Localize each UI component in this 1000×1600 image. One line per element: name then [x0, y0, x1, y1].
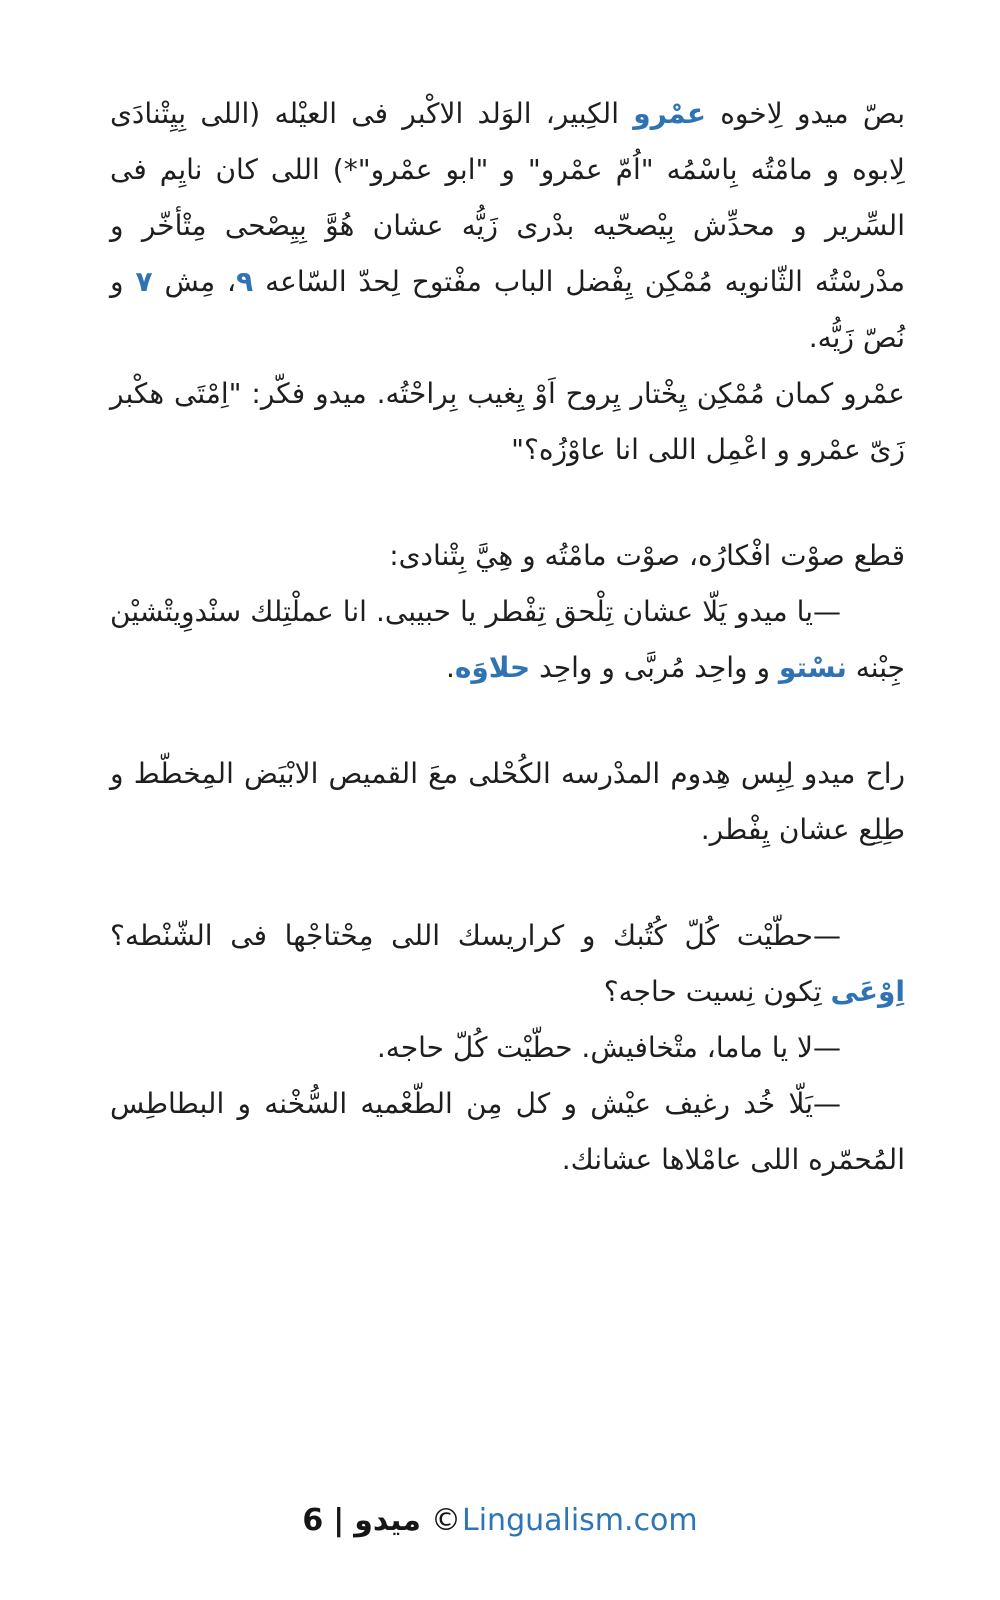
story-paragraph [110, 86, 905, 366]
text-run: بصّ ميدو لِاخوه [705, 97, 905, 130]
vocabulary-highlight: نسْتو [778, 651, 847, 684]
text-run: —يَلّا خُد رغيف عيْش و كل مِن الطّعْميه السُّخْنه و البطاطِس المُحمّره اللى عامْلاها عشانك. [110, 1087, 905, 1176]
paragraph-block [110, 746, 905, 858]
dialogue-paragraph [110, 584, 905, 696]
text-run: —حطّيْت كُلّ كُتُبك و كراريسك اللى مِحْتاجْها فى الشّنْطه؟ [110, 919, 841, 952]
text-run: —لا يا ماما، متْخافيش. حطّيْت كُلّ حاجه. [376, 1031, 841, 1064]
vocabulary-highlight: عمْرو [633, 97, 706, 130]
story-paragraph [110, 366, 905, 478]
story-paragraph [110, 746, 905, 858]
text-run: راح ميدو لِبِس هِدوم المدْرسه الكُحْلى معَ القميص الابْيَض المِخطّط و طِلِع عشان يِفْطر. [110, 757, 905, 846]
text-run: عمْرو كمان مُمْكِن يِخْتار يِروح اَوْ يِغيب بِراحْتُه. ميدو فكّر: "اِمْتَى هكْبر زَىّ عمْرو و اعْمِل اللى انا عاوْزُه؟" [110, 377, 905, 466]
dialogue-paragraph [110, 908, 905, 1020]
story-text [110, 86, 905, 1188]
page-footer [0, 1503, 1000, 1538]
paragraph-block [110, 528, 905, 696]
paragraph-block [110, 86, 905, 478]
text-run: . [445, 651, 455, 684]
page-number: 6 [302, 1503, 324, 1538]
text-run: و واحِد مُربَّى و واحِد [530, 651, 779, 684]
story-paragraph [110, 528, 905, 584]
vocabulary-highlight: اِوْعَى [830, 975, 905, 1008]
text-run: ، مِش [152, 265, 237, 298]
copyright-group [431, 1503, 698, 1538]
text-run: —يا ميدو يَلّا عشان تِلْحق تِفْطر يا حبيبى. انا عملْتِلك سنْدوِيتْشيْن جِبْنه [110, 595, 905, 684]
dialogue-paragraph [110, 1076, 905, 1188]
text-run: تِكون نِسيت حاجه؟ [603, 975, 831, 1008]
footer-separator: | [333, 1503, 345, 1538]
text-run: قطع صوْت افْكارُه، صوْت مامْتُه و هِيَّ بِتْنادى: [389, 539, 905, 572]
vocabulary-highlight: ٧ [135, 265, 153, 298]
vocabulary-highlight: حلاوَه [454, 651, 531, 684]
paragraph-block [110, 908, 905, 1188]
vocabulary-highlight: ٩ [236, 265, 254, 298]
text-run: و نُصّ زَيُّه. [110, 265, 905, 354]
dialogue-paragraph [110, 1020, 905, 1076]
text-run: الكِبير، الوَلد الاكْبر فى العيْله (اللى بِيِتْنادَى لِابوه و مامْتُه بِاسْمُه "اُمّ عمْرو" و "ابو عمْرو"*) اللى كان نايِم فى السِّرير و محدِّش بِيْصحّيه بدْرى زَيُّه عشان هُوَّ بِيِصْحى مِتْأخّر و مدْرسْتُه الثّانويه مُمْكِن يِفْضل الباب مفْتوح لِحدّ السّاعه [110, 97, 905, 298]
book-title: ميدو [354, 1503, 421, 1538]
copyright-icon: © [431, 1503, 461, 1538]
site-link[interactable]: Lingualism.com [462, 1503, 698, 1538]
